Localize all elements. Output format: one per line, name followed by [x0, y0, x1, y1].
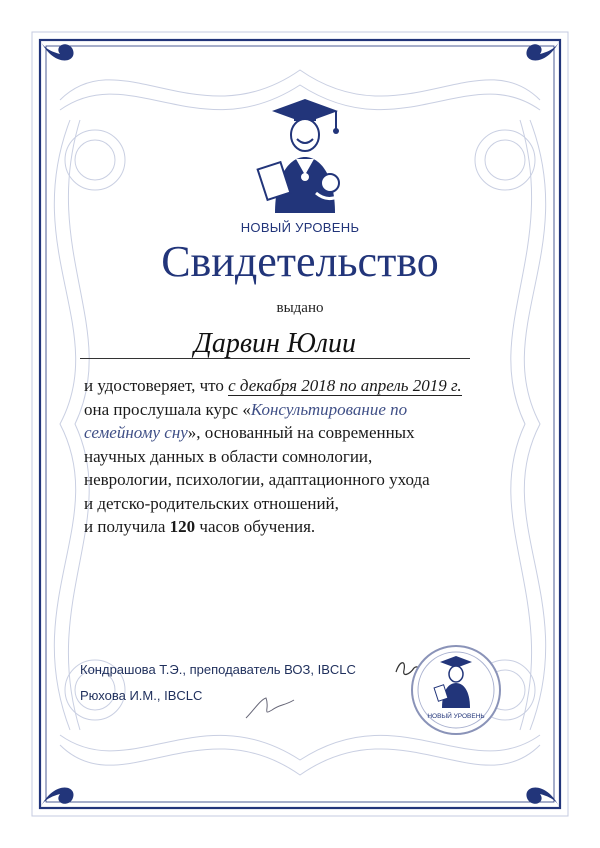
signature-2-mark: [240, 690, 300, 726]
certificate-body: [84, 374, 524, 539]
issued-label: выдано: [276, 300, 324, 316]
graduate-logo-icon: [250, 95, 360, 215]
body-text: и удостоверяет, что: [84, 376, 224, 395]
signer-1: Кондрашова Т.Э., преподаватель ВОЗ, IBCLC: [80, 662, 356, 677]
name-underline: [80, 358, 470, 359]
body-text: она прослушала курс «: [84, 399, 251, 419]
signer-2: Рюхова И.М., IBCLC: [80, 688, 203, 703]
course-name-part2: семейному сну: [84, 423, 188, 442]
body-line-2: [84, 398, 524, 422]
body-text: часов обучения.: [199, 517, 316, 536]
organization-name: НОВЫЙ УРОВЕНЬ: [240, 220, 360, 235]
body-line-5: неврологии, психологии, адаптационного ухода: [84, 470, 430, 489]
certificate-title: Свидетельство: [161, 237, 439, 286]
body-text: », основанный на современных: [187, 423, 415, 442]
body-line-3: [84, 421, 524, 445]
body-line-7: [84, 515, 524, 539]
recipient-name: Дарвин Юлии: [194, 328, 356, 359]
organization-seal-icon: [408, 642, 504, 738]
body-line-6: и детско-родительских отношений,: [84, 493, 339, 513]
seal-text: НОВЫЙ УРОВЕНЬ: [427, 713, 485, 720]
hours-count: 120: [169, 517, 196, 536]
course-name-part1: Консультирование по: [250, 399, 408, 419]
body-line-4: научных данных в области сомнологии,: [84, 446, 373, 466]
body-text: и получила: [84, 517, 166, 536]
body-line-1: [84, 374, 524, 398]
course-period: с декабря 2018 по апрель 2019 г.: [228, 376, 462, 395]
